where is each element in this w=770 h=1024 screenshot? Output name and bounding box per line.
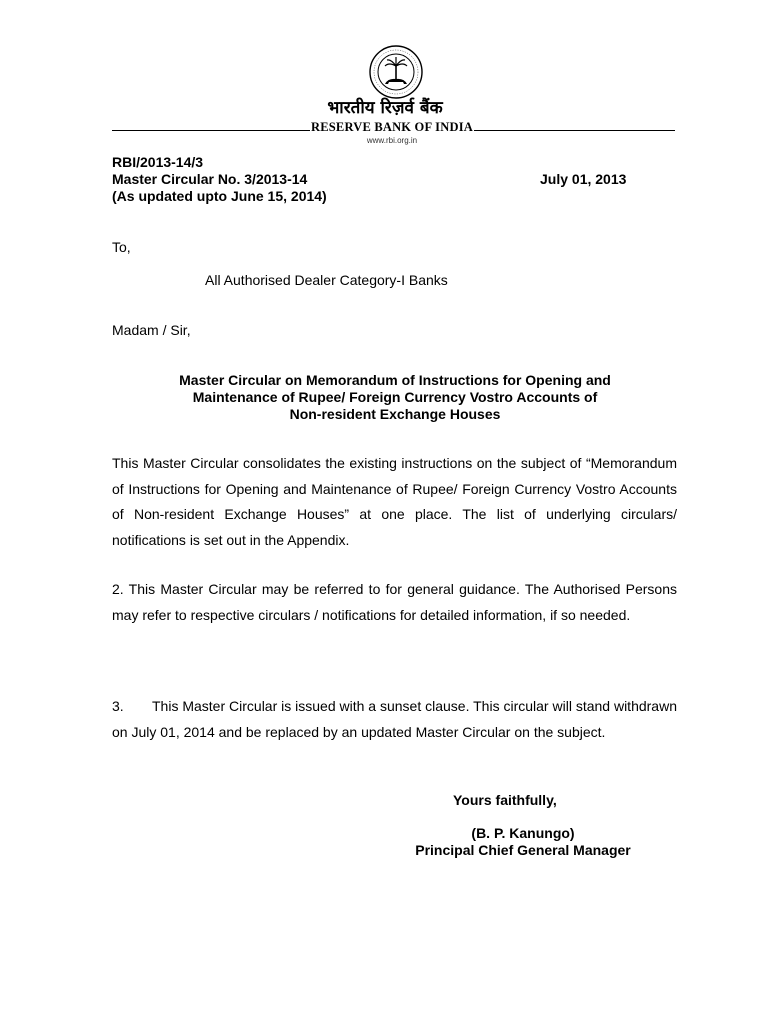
reference-number: RBI/2013-14/3	[112, 154, 204, 170]
circular-number: Master Circular No. 3/2013-14	[112, 171, 308, 187]
subject-heading	[112, 372, 678, 423]
closing: Yours faithfully,	[453, 792, 557, 808]
paragraph-3-number: 3.	[112, 698, 124, 714]
body-paragraph-1: This Master Circular consolidates the existing instructions on the subject of “Memorandum of Instructions for Opening and Maintenance of Rupee/ Foreign Currency Vostro Accounts of Non-resident Exchange Houses” at one place. The list of underlying circulars/ notifications is set out in the Appendix.	[112, 455, 677, 548]
updated-note: (As updated upto June 15, 2014)	[112, 188, 327, 204]
addressee: All Authorised Dealer Category-I Banks	[205, 272, 448, 288]
rbi-seal-logo	[368, 44, 424, 100]
reference-block	[112, 154, 327, 205]
salutation: Madam / Sir,	[112, 322, 191, 338]
letterhead-rule-right	[474, 130, 675, 131]
signatory-name: (B. P. Kanungo)	[471, 825, 575, 841]
subject-line-1: Master Circular on Memorandum of Instructions for Opening and	[179, 372, 611, 388]
paragraph-3-text: This Master Circular is issued with a sunset clause. This circular will stand withdrawn on July 01, 2014 and be replaced by an updated Master Circular on the subject.	[112, 698, 677, 740]
letterhead-hindi-name: भारतीय रिज़र्व बैंक	[327, 98, 443, 118]
letterhead-website: www.rbi.org.in	[366, 136, 418, 145]
letterhead-english-name: RESERVE BANK OF INDIA	[310, 120, 473, 134]
signatory-title: Principal Chief General Manager	[415, 842, 631, 858]
circular-date: July 01, 2013	[540, 171, 627, 187]
body-paragraph-3	[112, 694, 677, 745]
body-paragraph-2: 2. This Master Circular may be referred to for general guidance. The Authorised Persons may refer to respective circulars / notifications for detailed information, if so needed.	[112, 581, 677, 623]
letterhead-rule-left	[112, 130, 310, 131]
to-label: To,	[112, 239, 131, 255]
subject-line-2: Maintenance of Rupee/ Foreign Currency Vostro Accounts of	[192, 389, 598, 405]
subject-line-3: Non-resident Exchange Houses	[289, 406, 501, 422]
